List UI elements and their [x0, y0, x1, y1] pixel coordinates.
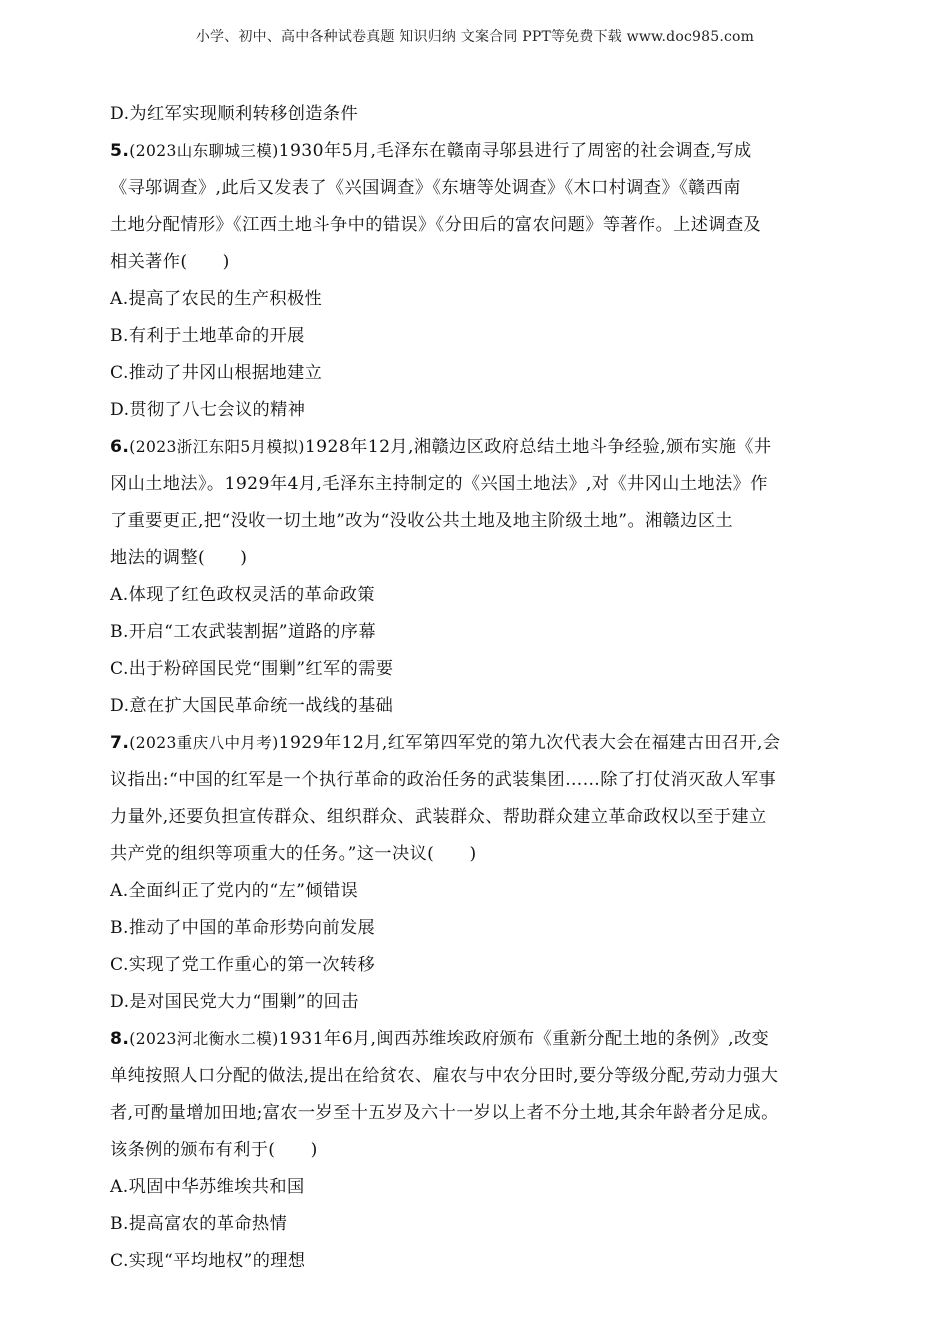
question-stem-line — [110, 207, 850, 244]
question-source: (2023重庆八中月考) — [129, 734, 279, 752]
question-stem-line — [110, 244, 850, 281]
question-stem-line — [110, 836, 850, 873]
question-stem-line — [110, 1058, 850, 1095]
question-stem-text: 单纯按照人口分配的做法,提出在给贫农、雇农与中农分田时,要分等级分配,劳动力强大 — [110, 1066, 779, 1086]
question-list — [110, 133, 850, 1280]
question-stem-text: 者,可酌量增加田地;富农一岁至十五岁及六十一岁以上者不分土地,其余年龄者分足成。 — [110, 1103, 779, 1123]
question-content — [110, 96, 850, 1280]
question-stem-line: 7.(2023重庆八中月考)1929年12月,红军第四军党的第九次代表大会在福建古田召开,会 — [110, 733, 781, 753]
question-stem-text: 议指出:“中国的红军是一个执行革命的政治任务的武装集团……除了打仗消灭敌人军事 — [110, 770, 777, 790]
page-header: 小学、初中、高中各种试卷真题 知识归纳 文案合同 PPT等免费下载 www.doc985.com — [195, 29, 755, 45]
question-stem-line — [110, 466, 850, 503]
question-stem-text: 了重要更正,把“没收一切土地”改为“没收公共土地及地主阶级土地”。湘赣边区土 — [110, 511, 734, 531]
answer-option: D.贯彻了八七会议的精神 — [110, 400, 306, 420]
answer-option: B.提高富农的革命热情 — [110, 1214, 288, 1234]
question-source: (2023河北衡水二模) — [129, 1030, 279, 1048]
question-stem-text: 1928年12月,湘赣边区政府总结土地斗争经验,颁布实施《井 — [304, 437, 772, 457]
question-stem-text: 冈山土地法》。1929年4月,毛泽东主持制定的《兴国土地法》,对《井冈山土地法》作 — [110, 474, 768, 494]
question-stem-text: 该条例的颁布有利于( ) — [110, 1140, 318, 1160]
previous-question-option-d: D.为红军实现顺利转移创造条件 — [110, 104, 359, 124]
answer-option: D.意在扩大国民革命统一战线的基础 — [110, 696, 394, 716]
question-stem-text: 相关著作( ) — [110, 252, 230, 272]
question-stem-text: 土地分配情形》《江西土地斗争中的错误》《分田后的富农问题》等著作。上述调查及 — [110, 215, 762, 235]
answer-option: A.提高了农民的生产积极性 — [110, 289, 323, 309]
answer-option: C.出于粉碎国民党“围剿”红军的需要 — [110, 659, 394, 679]
question-stem-text: 力量外,还要负担宣传群众、组织群众、武装群众、帮助群众建立革命政权以至于建立 — [110, 807, 767, 827]
question-stem-line: 5.(2023山东聊城三模)1930年5月,毛泽东在赣南寻邬县进行了周密的社会调查,写成 — [110, 141, 752, 161]
question-stem-line — [110, 503, 850, 540]
answer-option: B.开启“工农武装割据”道路的序幕 — [110, 622, 376, 642]
question-7 — [110, 725, 850, 1021]
question-stem-line — [110, 1132, 850, 1169]
answer-option: A.巩固中华苏维埃共和国 — [110, 1177, 305, 1197]
question-stem-line — [110, 170, 850, 207]
question-stem-text: 1931年6月,闽西苏维埃政府颁布《重新分配土地的条例》,改变 — [278, 1029, 770, 1049]
question-stem-line — [110, 799, 850, 836]
question-number: 6 — [110, 437, 123, 457]
question-number: 5 — [110, 141, 123, 161]
question-8 — [110, 1021, 850, 1280]
answer-option: C.实现“平均地权”的理想 — [110, 1251, 306, 1271]
answer-option: D.是对国民党大力“围剿”的回击 — [110, 992, 359, 1012]
question-stem-line — [110, 1095, 850, 1132]
question-stem-text: 1929年12月,红军第四军党的第九次代表大会在福建古田召开,会 — [278, 733, 781, 753]
question-stem-text: 《寻邬调查》,此后又发表了《兴国调查》《东塘等处调查》《木口村调查》《赣西南 — [110, 178, 741, 198]
answer-option: A.全面纠正了党内的“左”倾错误 — [110, 881, 359, 901]
answer-option: C.推动了井冈山根据地建立 — [110, 363, 323, 383]
answer-option: B.推动了中国的革命形势向前发展 — [110, 918, 376, 938]
answer-option: B.有利于土地革命的开展 — [110, 326, 305, 346]
answer-option: C.实现了党工作重心的第一次转移 — [110, 955, 376, 975]
answer-option: A.体现了红色政权灵活的革命政策 — [110, 585, 375, 605]
question-stem-text: 共产党的组织等项重大的任务。”这一决议( ) — [110, 844, 477, 864]
question-stem-line — [110, 762, 850, 799]
question-source: (2023浙江东阳5月模拟) — [129, 438, 305, 456]
question-number: 8 — [110, 1029, 123, 1049]
question-stem-text: 地法的调整( ) — [110, 548, 248, 568]
question-stem-line: 6.(2023浙江东阳5月模拟)1928年12月,湘赣边区政府总结土地斗争经验,颁布实施《井 — [110, 437, 772, 457]
question-6 — [110, 429, 850, 725]
question-5 — [110, 133, 850, 429]
question-source: (2023山东聊城三模) — [129, 142, 279, 160]
question-stem-line: 8.(2023河北衡水二模)1931年6月,闽西苏维埃政府颁布《重新分配土地的条例》,改变 — [110, 1029, 770, 1049]
question-stem-line — [110, 540, 850, 577]
question-number: 7 — [110, 733, 123, 753]
question-stem-text: 1930年5月,毛泽东在赣南寻邬县进行了周密的社会调查,写成 — [278, 141, 752, 161]
